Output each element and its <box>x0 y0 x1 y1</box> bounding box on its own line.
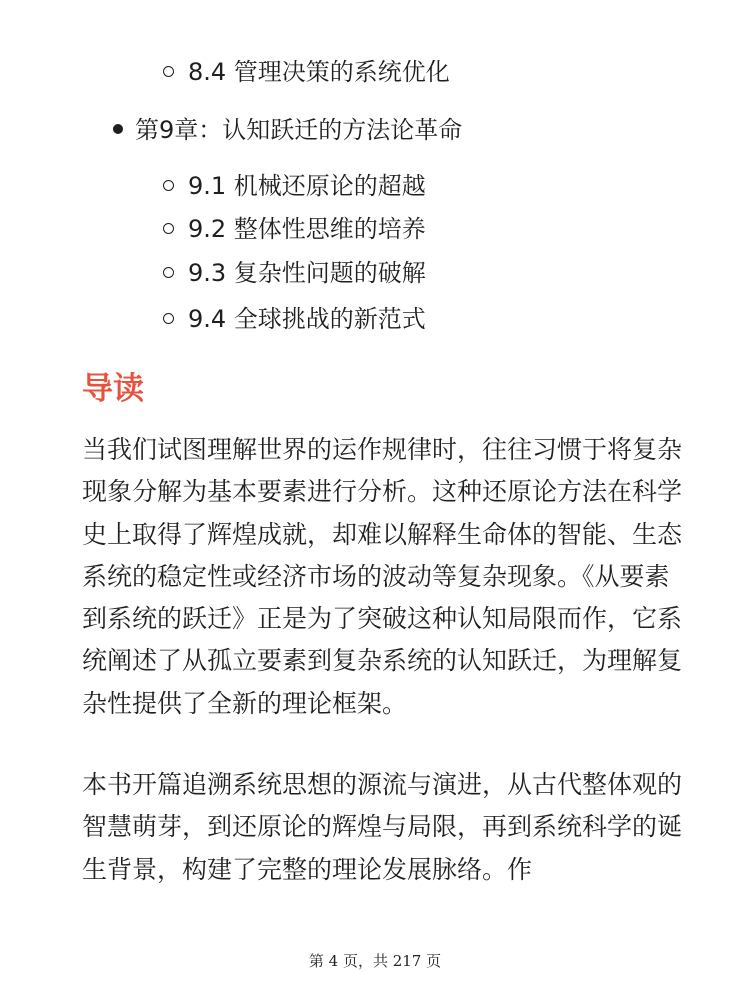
toc-item-label: 8.4 管理决策的系统优化 <box>188 58 450 86</box>
toc-item-label: 9.1 机械还原论的超越 <box>188 172 426 200</box>
toc-item-9-3 <box>163 258 426 288</box>
toc-item-8-4 <box>163 57 450 87</box>
hollow-bullet-icon <box>163 267 174 278</box>
toc-item-label: 9.4 全球挑战的新范式 <box>188 305 426 333</box>
hollow-bullet-icon <box>163 180 174 191</box>
toc-chapter-9 <box>113 115 462 145</box>
section-heading: 导读 <box>82 371 144 407</box>
intro-paragraph-1: 当我们试图理解世界的运作规律时，往往习惯于将复杂现象分解为基本要素进行分析。这种还原论方法在科学史上取得了辉煌成就，却难以解释生命体的智能、生态系统的稳定性或经济市场的波动等复杂现象。《从要素到系统的跃迁》正是为了突破这种认知局限而作，它系统阐述了从孤立要素到复杂系统的认知跃迁，为理解复杂性提供了全新的理论框架。 <box>82 435 683 718</box>
toc-chapter-label: 第9章：认知跃迁的方法论革命 <box>135 116 463 144</box>
intro-paragraph-2: 本书开篇追溯系统思想的源流与演进，从古代整体观的智慧萌芽，到还原论的辉煌与局限，再到系统科学的诞生背景，构建了完整的理论发展脉络。作 <box>82 770 683 884</box>
toc-item-label: 9.3 复杂性问题的破解 <box>188 259 426 287</box>
toc-item-9-4 <box>163 304 426 334</box>
hollow-bullet-icon <box>163 223 174 234</box>
toc-item-label: 9.2 整体性思维的培养 <box>188 215 426 243</box>
solid-bullet-icon <box>113 124 123 134</box>
toc-item-9-2 <box>163 214 426 244</box>
hollow-bullet-icon <box>163 66 174 77</box>
page-number-footer: 第 4 页，共 217 页 <box>308 952 442 970</box>
hollow-bullet-icon <box>163 313 174 324</box>
toc-item-9-1 <box>163 171 426 201</box>
